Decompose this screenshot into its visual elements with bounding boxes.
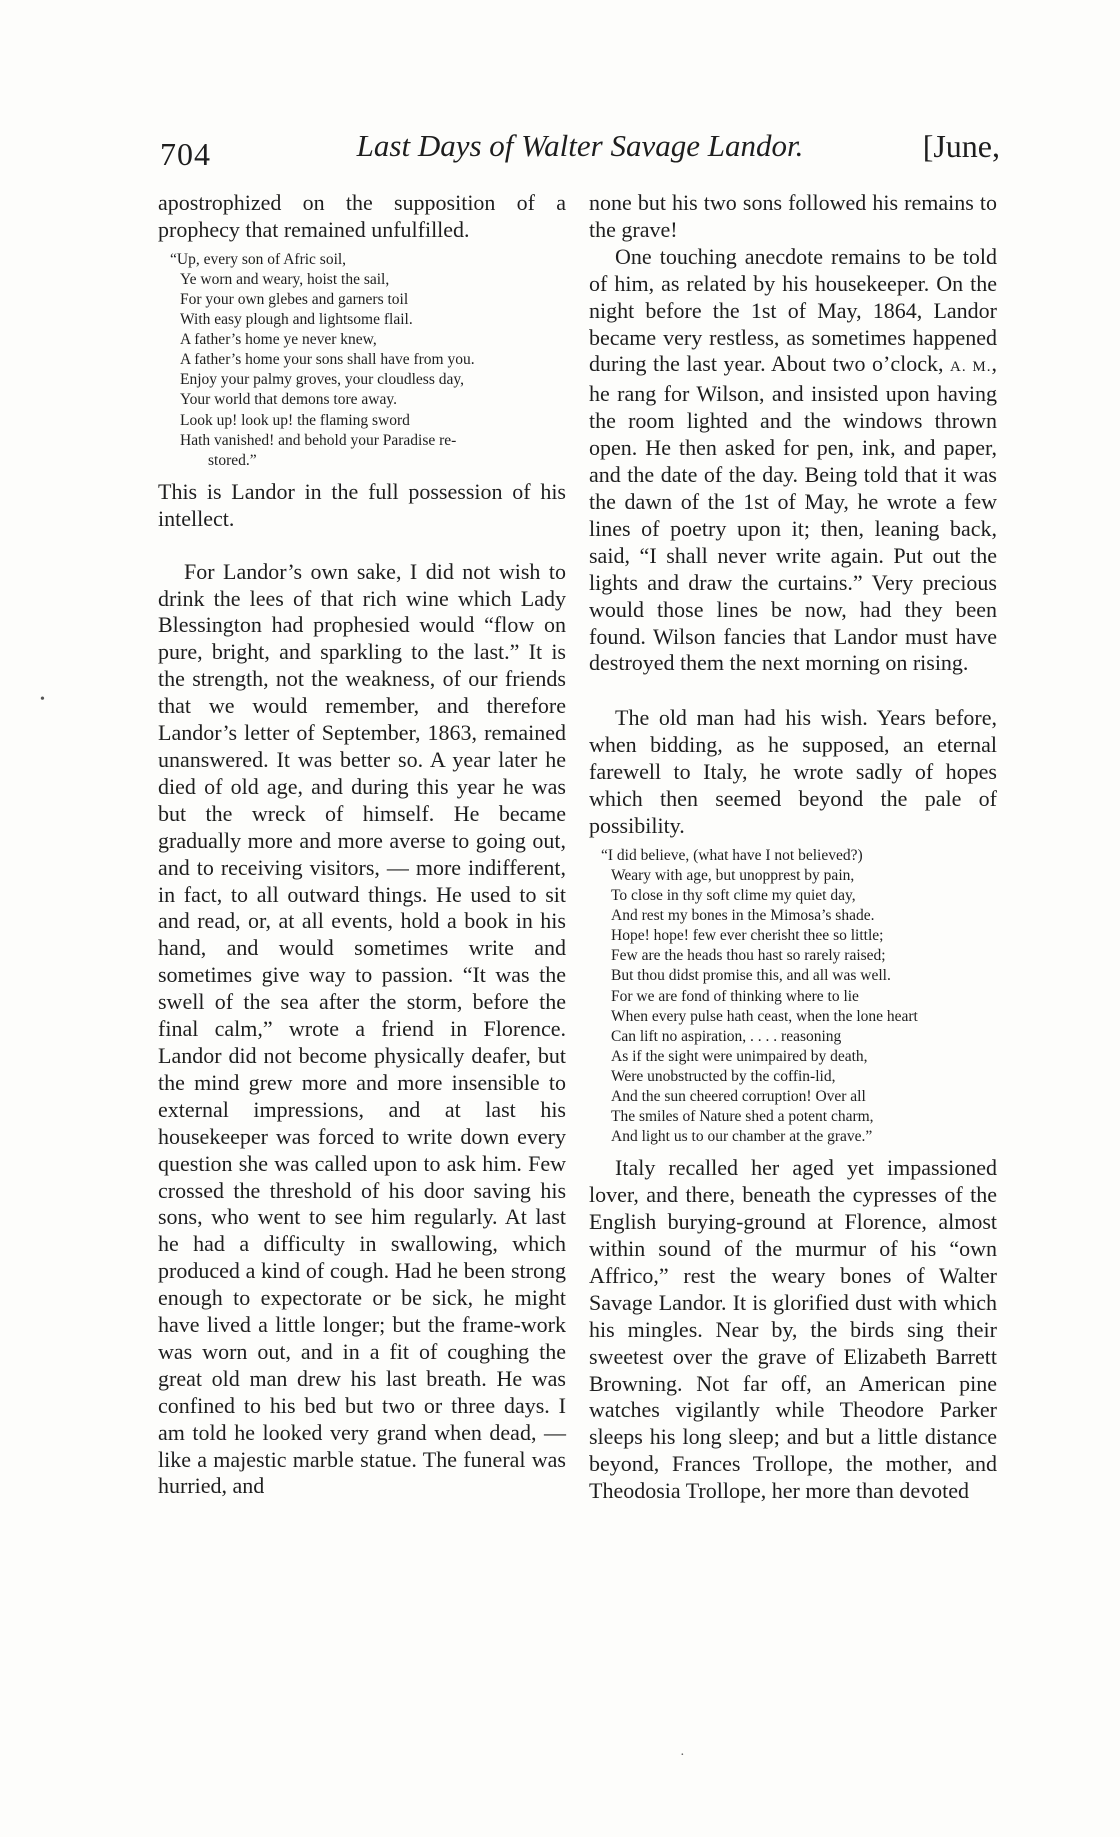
poem-line: But thou didst promise this, and all was well. bbox=[611, 967, 891, 985]
poem-line: Can lift no aspiration, . . . . reasoning bbox=[611, 1027, 842, 1045]
right-column bbox=[589, 190, 997, 1505]
paragraph bbox=[589, 244, 997, 678]
poem-line: stored.” bbox=[208, 451, 257, 469]
poem-line: And light us to our chamber at the grave.” bbox=[611, 1128, 873, 1146]
bottom-dot-mark: · bbox=[680, 1748, 685, 1763]
paragraph-text: , he rang for Wilson, and insisted upon having the room lighted and the windows thrown open. He then asked for pen, ink, and paper, and the date of the day. Being told that it was the dawn of the 1st of May, he wrote a few lines of poetry upon it; then, leaning back, said, “I shall never write again. Put out the lights and draw the curtains.” Very precious would those lines be now, had they been found. Wilson fancies that Landor must have destroyed them the next morning on rising. bbox=[589, 351, 998, 676]
paragraph: This is Landor in the full possession of his intellect. bbox=[158, 478, 566, 531]
poem-line: The smiles of Nature shed a potent charm, bbox=[611, 1108, 874, 1126]
page-number: 704 bbox=[160, 136, 211, 172]
poem-line: Enjoy your palmy groves, your cloudless day, bbox=[180, 371, 464, 389]
poem-line: As if the sight were unimpaired by death, bbox=[611, 1047, 868, 1065]
time-abbrev: A. M. bbox=[950, 359, 992, 376]
paragraph: Italy recalled her aged yet impassioned lover, and there, beneath the cypresses of the English burying-ground at Florence, almost within sound of the murmur of his “own Affrico,” rest the weary bones of Walter Savage Landor. It is glorified dust with which his mingles. Near by, the birds sing their sweetest over the grave of Elizabeth Barrett Browning. Not far off, an American pine watches vigilantly while Theodore Parker sleeps his long sleep; and but a little distance beyond, Frances Trollope, the mother, and Theodosia Trollope, her more than devoted bbox=[589, 1155, 997, 1504]
paragraph: apostrophized on the supposition of a prophecy that remained unfulfilled. bbox=[158, 190, 566, 242]
poem-line: And the sun cheered corruption! Over all bbox=[611, 1087, 866, 1105]
poem-line: Hath vanished! and behold your Paradise re- bbox=[180, 431, 457, 449]
margin-dot-mark: • bbox=[40, 692, 45, 707]
poem-line: For your own glebes and garners toil bbox=[180, 291, 409, 308]
paragraph: The old man had his wish. Years before, when bidding, as he supposed, an eternal farewell to Italy, he wrote sadly of hopes which then seemed beyond the pale of possibility. bbox=[589, 705, 997, 838]
poem-line: With easy plough and lightsome flail. bbox=[180, 311, 413, 329]
poem-line: “Up, every son of Afric soil, bbox=[170, 250, 347, 268]
poem-line: “I did believe, (what have I not believed?) bbox=[601, 846, 863, 864]
running-header bbox=[160, 128, 1000, 178]
running-title: Last Days of Walter Savage Landor. bbox=[356, 128, 804, 163]
issue-month: [June, bbox=[922, 128, 1000, 164]
paragraph: none but his two sons followed his remains to the grave! bbox=[589, 190, 997, 242]
poem-line: When every pulse hath ceast, when the lone heart bbox=[611, 1007, 918, 1025]
poem-line: Were unobstructed by the coffin-lid, bbox=[611, 1067, 836, 1085]
poem-line: A father’s home ye never knew, bbox=[180, 331, 377, 349]
paragraph: For Landor’s own sake, I did not wish to drink the lees of that rich wine which Lady Blessington had prophesied would “flow on pure, bright, and sparkling to the last.” It is the strength, not the weakness, of our friends that we would remember, and therefore Landor’s letter of September, 1863, remained unanswered. It was better so. A year later he died of old age, and during this year he was but the wreck of himself. He became gradually more and more averse to going out, and to receiving visitors, — more indifferent, in fact, to all outward things. He used to sit and read, or, at all events, hold a book in his hand, and would sometimes write and sometimes give way to passion. “It was the swell of the sea after the storm, before the final calm,” wrote a friend in Florence. Landor did not become physically deafer, but the mind grew more and more insensible to external impressions, and at last his housekeeper was forced to write down every question she was called upon to ask him. Few crossed the threshold of his door saving his sons, who went to see him regularly. At last he had a difficulty in swallowing, which produced a kind of cough. Had he been strong enough to expectorate or be sick, he might have lived a little longer; but the frame-work was worn out, and in a fit of coughing the great old man drew his last breath. He was confined to his bed but two or three days. I am told he looked very grand when dead, — like a majestic marble statue. The funeral was hurried, and bbox=[158, 558, 566, 1499]
poem-line: To close in thy soft clime my quiet day, bbox=[611, 887, 856, 905]
poem-block-africa bbox=[170, 250, 566, 471]
poem-block-italy bbox=[601, 846, 997, 1147]
poem-line: Ye worn and weary, hoist the sail, bbox=[180, 270, 390, 288]
poem-line: Your world that demons tore away. bbox=[180, 391, 397, 409]
poem-line: For we are fond of thinking where to lie bbox=[611, 987, 859, 1005]
poem-line: Look up! look up! the flaming sword bbox=[180, 411, 410, 429]
poem-line: A father’s home your sons shall have from you. bbox=[180, 351, 475, 369]
poem-line: Weary with age, but unopprest by pain, bbox=[611, 866, 855, 884]
poem-line: Few are the heads thou hast so rarely raised; bbox=[611, 947, 886, 965]
poem-line: And rest my bones in the Mimosa’s shade. bbox=[611, 907, 875, 925]
paragraph-text: One touching anecdote remains to be told of him, as related by his housekeeper. On the night before the 1st of May, 1864, Landor became very restless, as sometimes happened during the last year. About two o’clock, bbox=[589, 243, 997, 377]
poem-line: Hope! hope! few ever cherisht thee so little; bbox=[611, 927, 884, 945]
left-column bbox=[158, 190, 566, 1500]
